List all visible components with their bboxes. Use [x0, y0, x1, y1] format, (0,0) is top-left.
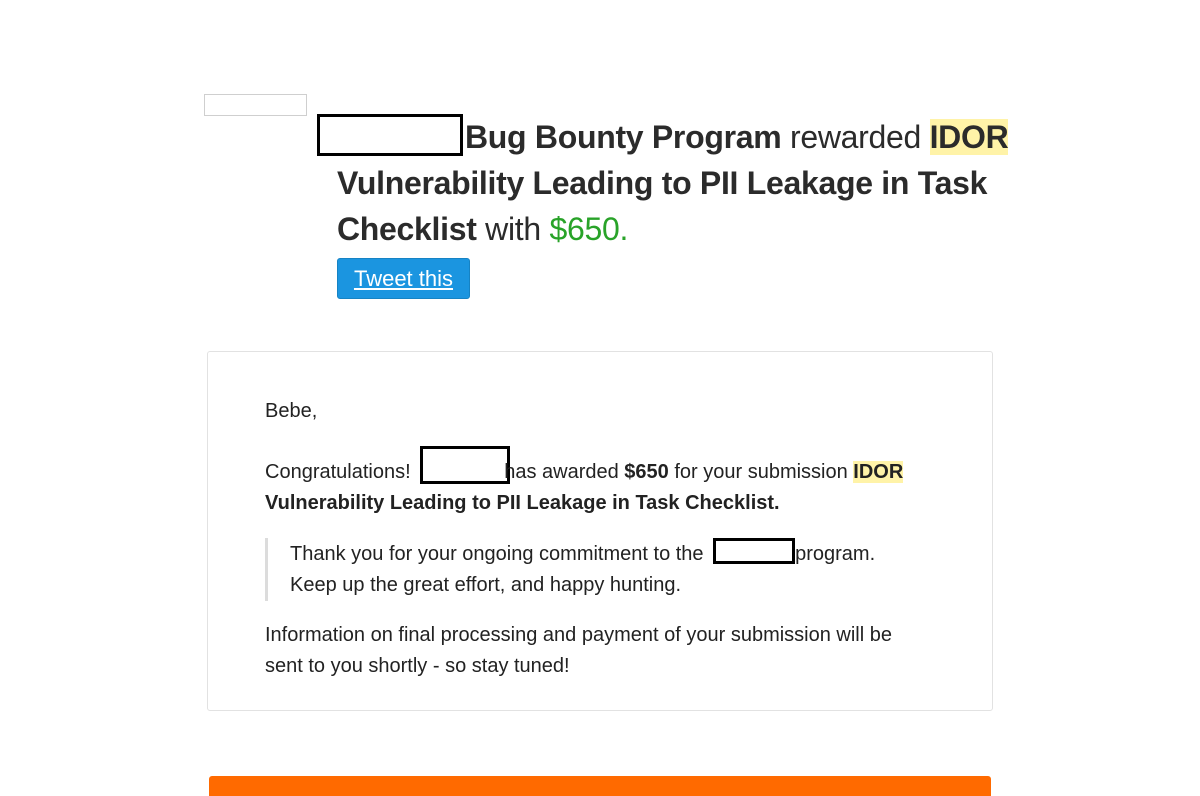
redacted-company-name: [420, 446, 510, 484]
redacted-program-name: [317, 114, 463, 156]
letter-vuln-title: Vulnerability Leading to PII Leakage in Task Checklist.: [265, 492, 780, 514]
rewarded-text: rewarded: [781, 119, 930, 155]
bottom-orange-bar: [209, 776, 991, 796]
congrats-suffix: for your submission: [668, 461, 854, 483]
congrats-mid: has awarded: [504, 461, 625, 483]
letter-vuln-tag: IDOR: [853, 461, 904, 483]
tweet-button[interactable]: Tweet this: [337, 258, 470, 299]
vuln-tag-highlight: IDOR: [929, 119, 1009, 155]
reward-amount: $650.: [549, 211, 629, 247]
letter-congrats: [265, 446, 925, 519]
award-letter-body: [265, 396, 925, 682]
letter-amount: $650: [624, 461, 669, 483]
logo-placeholder: [204, 94, 307, 116]
vuln-title: Vulnerability Leading to PII Leakage in Task Checklist: [337, 165, 988, 247]
letter-footer: Information on final processing and payment of your submission will be sent to you shortly - so stay tuned!: [265, 624, 892, 677]
program-name: Bug Bounty Program: [465, 119, 782, 155]
letter-quote: [265, 538, 925, 601]
award-letter-card: [207, 351, 993, 711]
redacted-program-name-inline: [713, 538, 795, 564]
page-title: [337, 114, 1017, 252]
congrats-prefix: Congratulations!: [265, 461, 417, 483]
quote-suffix: program. Keep up the great effort, and happy hunting.: [290, 543, 876, 596]
with-text: with: [476, 211, 550, 247]
letter-greeting: Bebe,: [265, 400, 318, 422]
quote-prefix: Thank you for your ongoing commitment to the: [290, 543, 710, 565]
